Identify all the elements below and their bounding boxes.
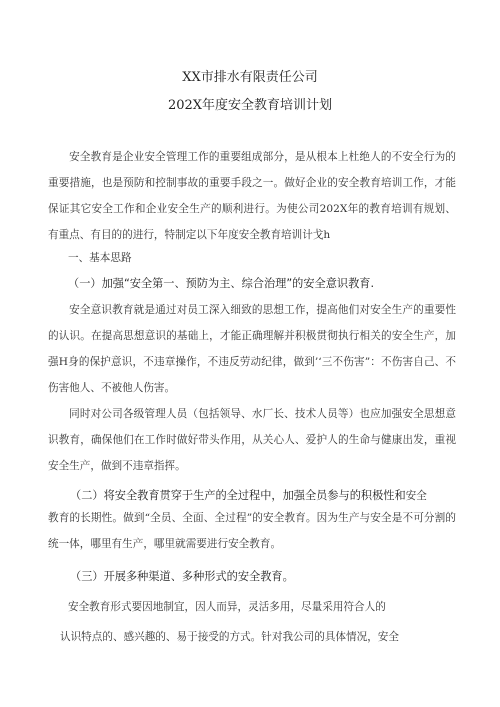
sub3-heading: （三）开展多种渠道、多种形式的安全教育。 — [70, 570, 294, 583]
company-title: XX市排水有限责任公司 — [182, 70, 318, 85]
sub2-heading — [70, 486, 427, 506]
plan-title: 202X年度安全教育培训计划 — [167, 98, 333, 113]
sub1-heading: （一）加强“安全第一、预防为主、综合治理”的安全意识教育. — [68, 277, 375, 290]
sub2-para-text: 教育的长期性。做到“全员、全面、全过程”的安全教育。因为生产与安全是不可分割的统一体，哪里有生产，哪里就需要进行安全教育。 — [48, 512, 456, 550]
sub3-line2: 认识特点的、感兴趣的、易于接受的方式。针对我公司的具体情况，安全 — [60, 631, 399, 643]
sub1-paragraph2 — [48, 401, 456, 479]
sub1-para1-text: 安全意识教育就是通过对员工深入细致的思想工作，提高他们对安全生产的重要性的认识。在提高思想意识的基础上，才能正确理解并积极贯彻执行相关的安全生产，加强H身的保护意识，不违章操作，不违反劳动纪律，做到’‘三不伤害”：不伤害自己、不伤害他人、不被他人伤害。 — [48, 304, 456, 394]
sub2-heading-text: （二）将安全教育贯穿于生产的全过程中，加强全员参与的积极性和 — [70, 489, 406, 502]
section1-title: 一、基本思路 — [68, 252, 132, 264]
sub1-paragraph1 — [48, 297, 456, 401]
intro-text: 安全教育是企业安全管理工作的重要组成部分，是从根本上杜绝人的不安全行为的重要措施，也是预防和控制事故的重要手段之一。做好企业的安全教育培训工作，才能保证其它安全工作和企业安全生产的顺利进行。为使公司202X年的教育培训有规划、有重点、有目的的进行，特制定以下年度安全教育培训计戈h — [48, 151, 456, 241]
sub2-paragraph — [48, 505, 456, 557]
sub2-heading-tail: 安全 — [405, 490, 427, 502]
sub3-line1: 安全教育形式要因地制宜，因人而异，灵活多用，尽量采用符合人的 — [68, 601, 386, 613]
sub1-para2-text: 同时对公司各级管理人员（包括领导、水厂长、技术人员等）也应加强安全思想意识教育，确保他们在工作时做好带头作用，从关心人、爱护人的生命与健康出发，重视安全生产，做到不违章指挥。 — [48, 408, 456, 472]
intro-paragraph — [48, 144, 456, 248]
